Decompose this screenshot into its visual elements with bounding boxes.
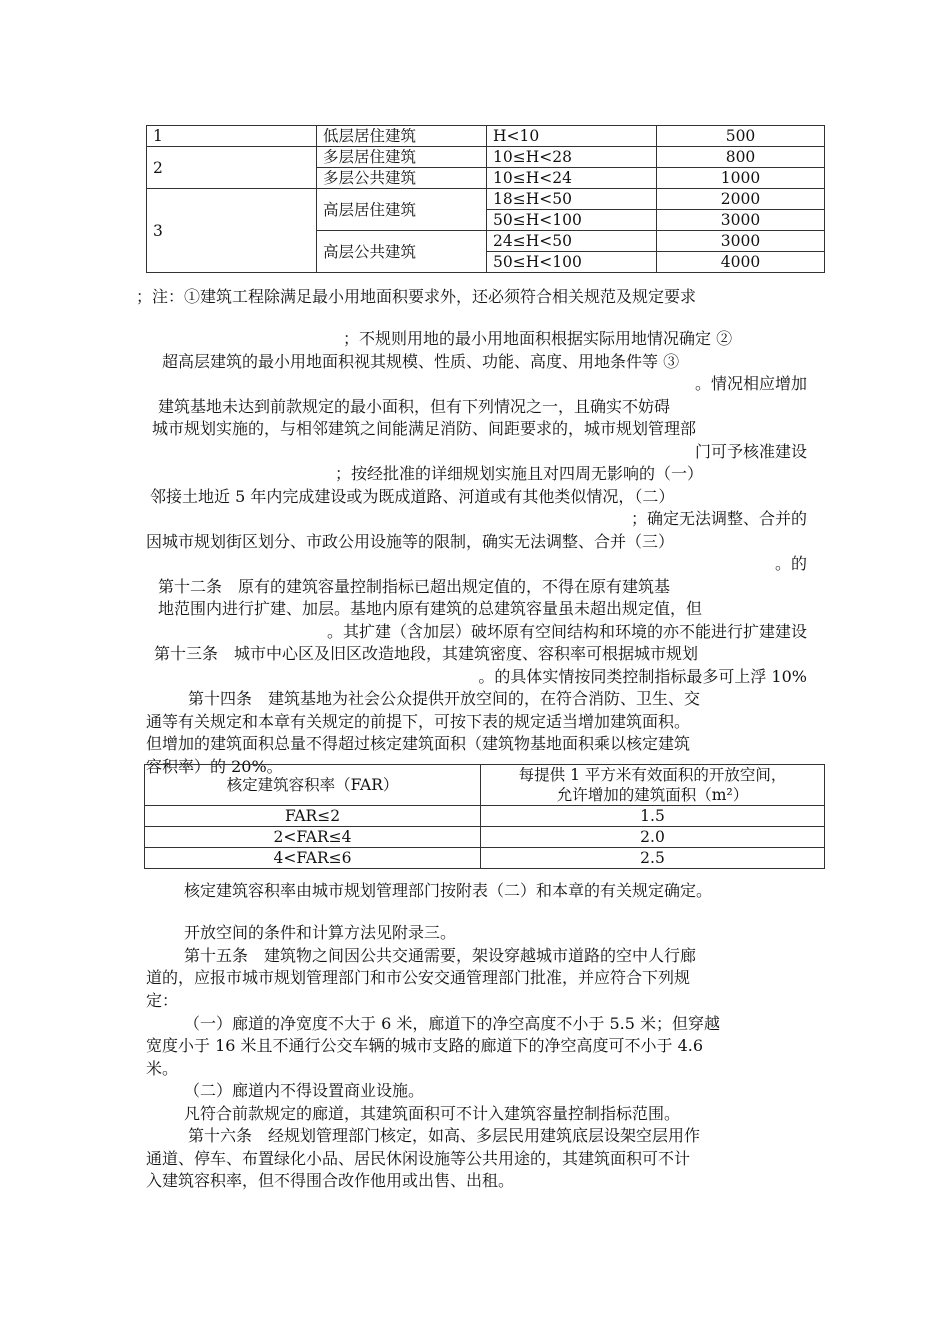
bonus-value: 1.5: [481, 806, 825, 827]
text-line: 。的: [774, 554, 807, 573]
min-area: 500: [657, 126, 825, 147]
row-number: 1: [147, 126, 317, 147]
min-area: 4000: [657, 252, 825, 273]
table-row: [145, 827, 825, 848]
building-type: 高层居住建筑: [317, 189, 487, 231]
bonus-header-line-1: 每提供 1 平方米有效面积的开放空间，: [518, 766, 787, 784]
text-line: ；确定无法调整、合并的: [630, 509, 807, 528]
text-line: 。的具体实情按同类控制指标最多可上浮 10%: [478, 667, 807, 686]
height-range: H<10: [487, 126, 657, 147]
text-line: （二）廊道内不得设置商业设施。: [184, 1081, 425, 1100]
min-area: 3000: [657, 231, 825, 252]
text-line: 核定建筑容积率由城市规划管理部门按附表（二）和本章的有关规定确定。: [184, 881, 713, 900]
table-row: [147, 147, 825, 168]
table-row: [147, 189, 825, 210]
text-line: 地范围内进行扩建、加层。基地内原有建筑的总建筑容量虽未超出规定值，但: [158, 599, 703, 618]
text-line: 第十三条 城市中心区及旧区改造地段，其建筑密度、容积率可根据城市规划: [154, 644, 699, 663]
text-line: （一）廊道的净宽度不大于 6 米，廊道下的净空高度不小于 5.5 米；但穿越: [184, 1014, 720, 1033]
text-line: 通道、停车、布置绿化小品、居民休闲设施等公共用途的，其建筑面积可不计: [146, 1149, 691, 1168]
table-row: [145, 806, 825, 827]
text-line: ；不规则用地的最小用地面积根据实际用地情况确定 ②: [343, 329, 733, 348]
bonus-header-line-2: 允许增加的建筑面积（m²）: [556, 786, 749, 804]
text-line: ；按经批准的详细规划实施且对四周无影响的（一）: [335, 464, 704, 483]
bonus-header: [481, 765, 825, 806]
min-land-area-table: [146, 125, 825, 273]
far-header: 核定建筑容积率（FAR）: [145, 765, 481, 806]
text-line: 建筑基地未达到前款规定的最小面积，但有下列情况之一，且确实不妨碍: [158, 397, 671, 416]
min-area: 800: [657, 147, 825, 168]
far-value: 2<FAR≤4: [145, 827, 481, 848]
building-type: 低层居住建筑: [317, 126, 487, 147]
text-line: 第十六条 经规划管理部门核定，如高、多层民用建筑底层设架空层用作: [188, 1126, 701, 1145]
text-line: 第十四条 建筑基地为社会公众提供开放空间的，在符合消防、卫生、交: [188, 689, 701, 708]
text-line: 城市规划实施的，与相邻建筑之间能满足消防、间距要求的，城市规划管理部: [152, 419, 697, 438]
height-range: 24≤H<50: [487, 231, 657, 252]
table-row: [145, 848, 825, 869]
building-type: 高层公共建筑: [317, 231, 487, 273]
min-area: 3000: [657, 210, 825, 231]
height-range: 50≤H<100: [487, 252, 657, 273]
text-line: 邻接土地近 5 年内完成建设或为既成道路、河道或有其他类似情况，（二）: [150, 487, 675, 506]
building-type: 多层公共建筑: [317, 168, 487, 189]
text-line: ；注：①建筑工程除满足最小用地面积要求外，还必须符合相关规范及规定要求: [136, 287, 697, 306]
text-line: 容积率）的 20%。: [146, 757, 283, 776]
text-line: 。其扩建（含加层）破坏原有空间结构和环境的亦不能进行扩建建设: [326, 622, 807, 641]
height-range: 50≤H<100: [487, 210, 657, 231]
text-line: 定：: [146, 991, 179, 1010]
min-area: 2000: [657, 189, 825, 210]
table-row: [147, 126, 825, 147]
text-line: 通等有关规定和本章有关规定的前提下，可按下表的规定适当增加建筑面积。: [146, 712, 691, 731]
text-line: 因城市规划街区划分、市政公用设施等的限制，确实无法调整、合并（三）: [146, 532, 675, 551]
height-range: 10≤H<28: [487, 147, 657, 168]
text-line: 第十五条 建筑物之间因公共交通需要，架设穿越城市道路的空中人行廊: [184, 946, 697, 965]
text-line: 超高层建筑的最小用地面积视其规模、性质、功能、高度、用地条件等 ③: [162, 352, 680, 371]
text-line: 入建筑容积率，但不得围合改作他用或出售、出租。: [146, 1171, 515, 1190]
open-space-bonus-table: [144, 764, 825, 869]
text-line: 凡符合前款规定的廊道，其建筑面积可不计入建筑容量控制指标范围。: [184, 1104, 681, 1123]
row-number: 3: [147, 189, 317, 273]
text-line: 道的，应报市城市规划管理部门和市公安交通管理部门批准，并应符合下列规: [146, 968, 691, 987]
min-area: 1000: [657, 168, 825, 189]
bonus-value: 2.0: [481, 827, 825, 848]
text-line: 宽度小于 16 米且不通行公交车辆的城市支路的廊道下的净空高度可不小于 4.6: [146, 1036, 704, 1055]
far-value: 4<FAR≤6: [145, 848, 481, 869]
text-line: 。情况相应增加: [694, 374, 807, 393]
height-range: 10≤H<24: [487, 168, 657, 189]
text-line: 第十二条 原有的建筑容量控制指标已超出规定值的，不得在原有建筑基: [158, 577, 671, 596]
far-value: FAR≤2: [145, 806, 481, 827]
building-type: 多层居住建筑: [317, 147, 487, 168]
bonus-value: 2.5: [481, 848, 825, 869]
text-line: 米。: [146, 1059, 179, 1078]
text-line: 门可予核准建设: [694, 442, 807, 461]
row-number: 2: [147, 147, 317, 189]
table-header-row: [145, 765, 825, 806]
text-line: 开放空间的条件和计算方法见附录三。: [184, 923, 457, 942]
text-line: 但增加的建筑面积总量不得超过核定建筑面积（建筑物基地面积乘以核定建筑: [146, 734, 691, 753]
height-range: 18≤H<50: [487, 189, 657, 210]
